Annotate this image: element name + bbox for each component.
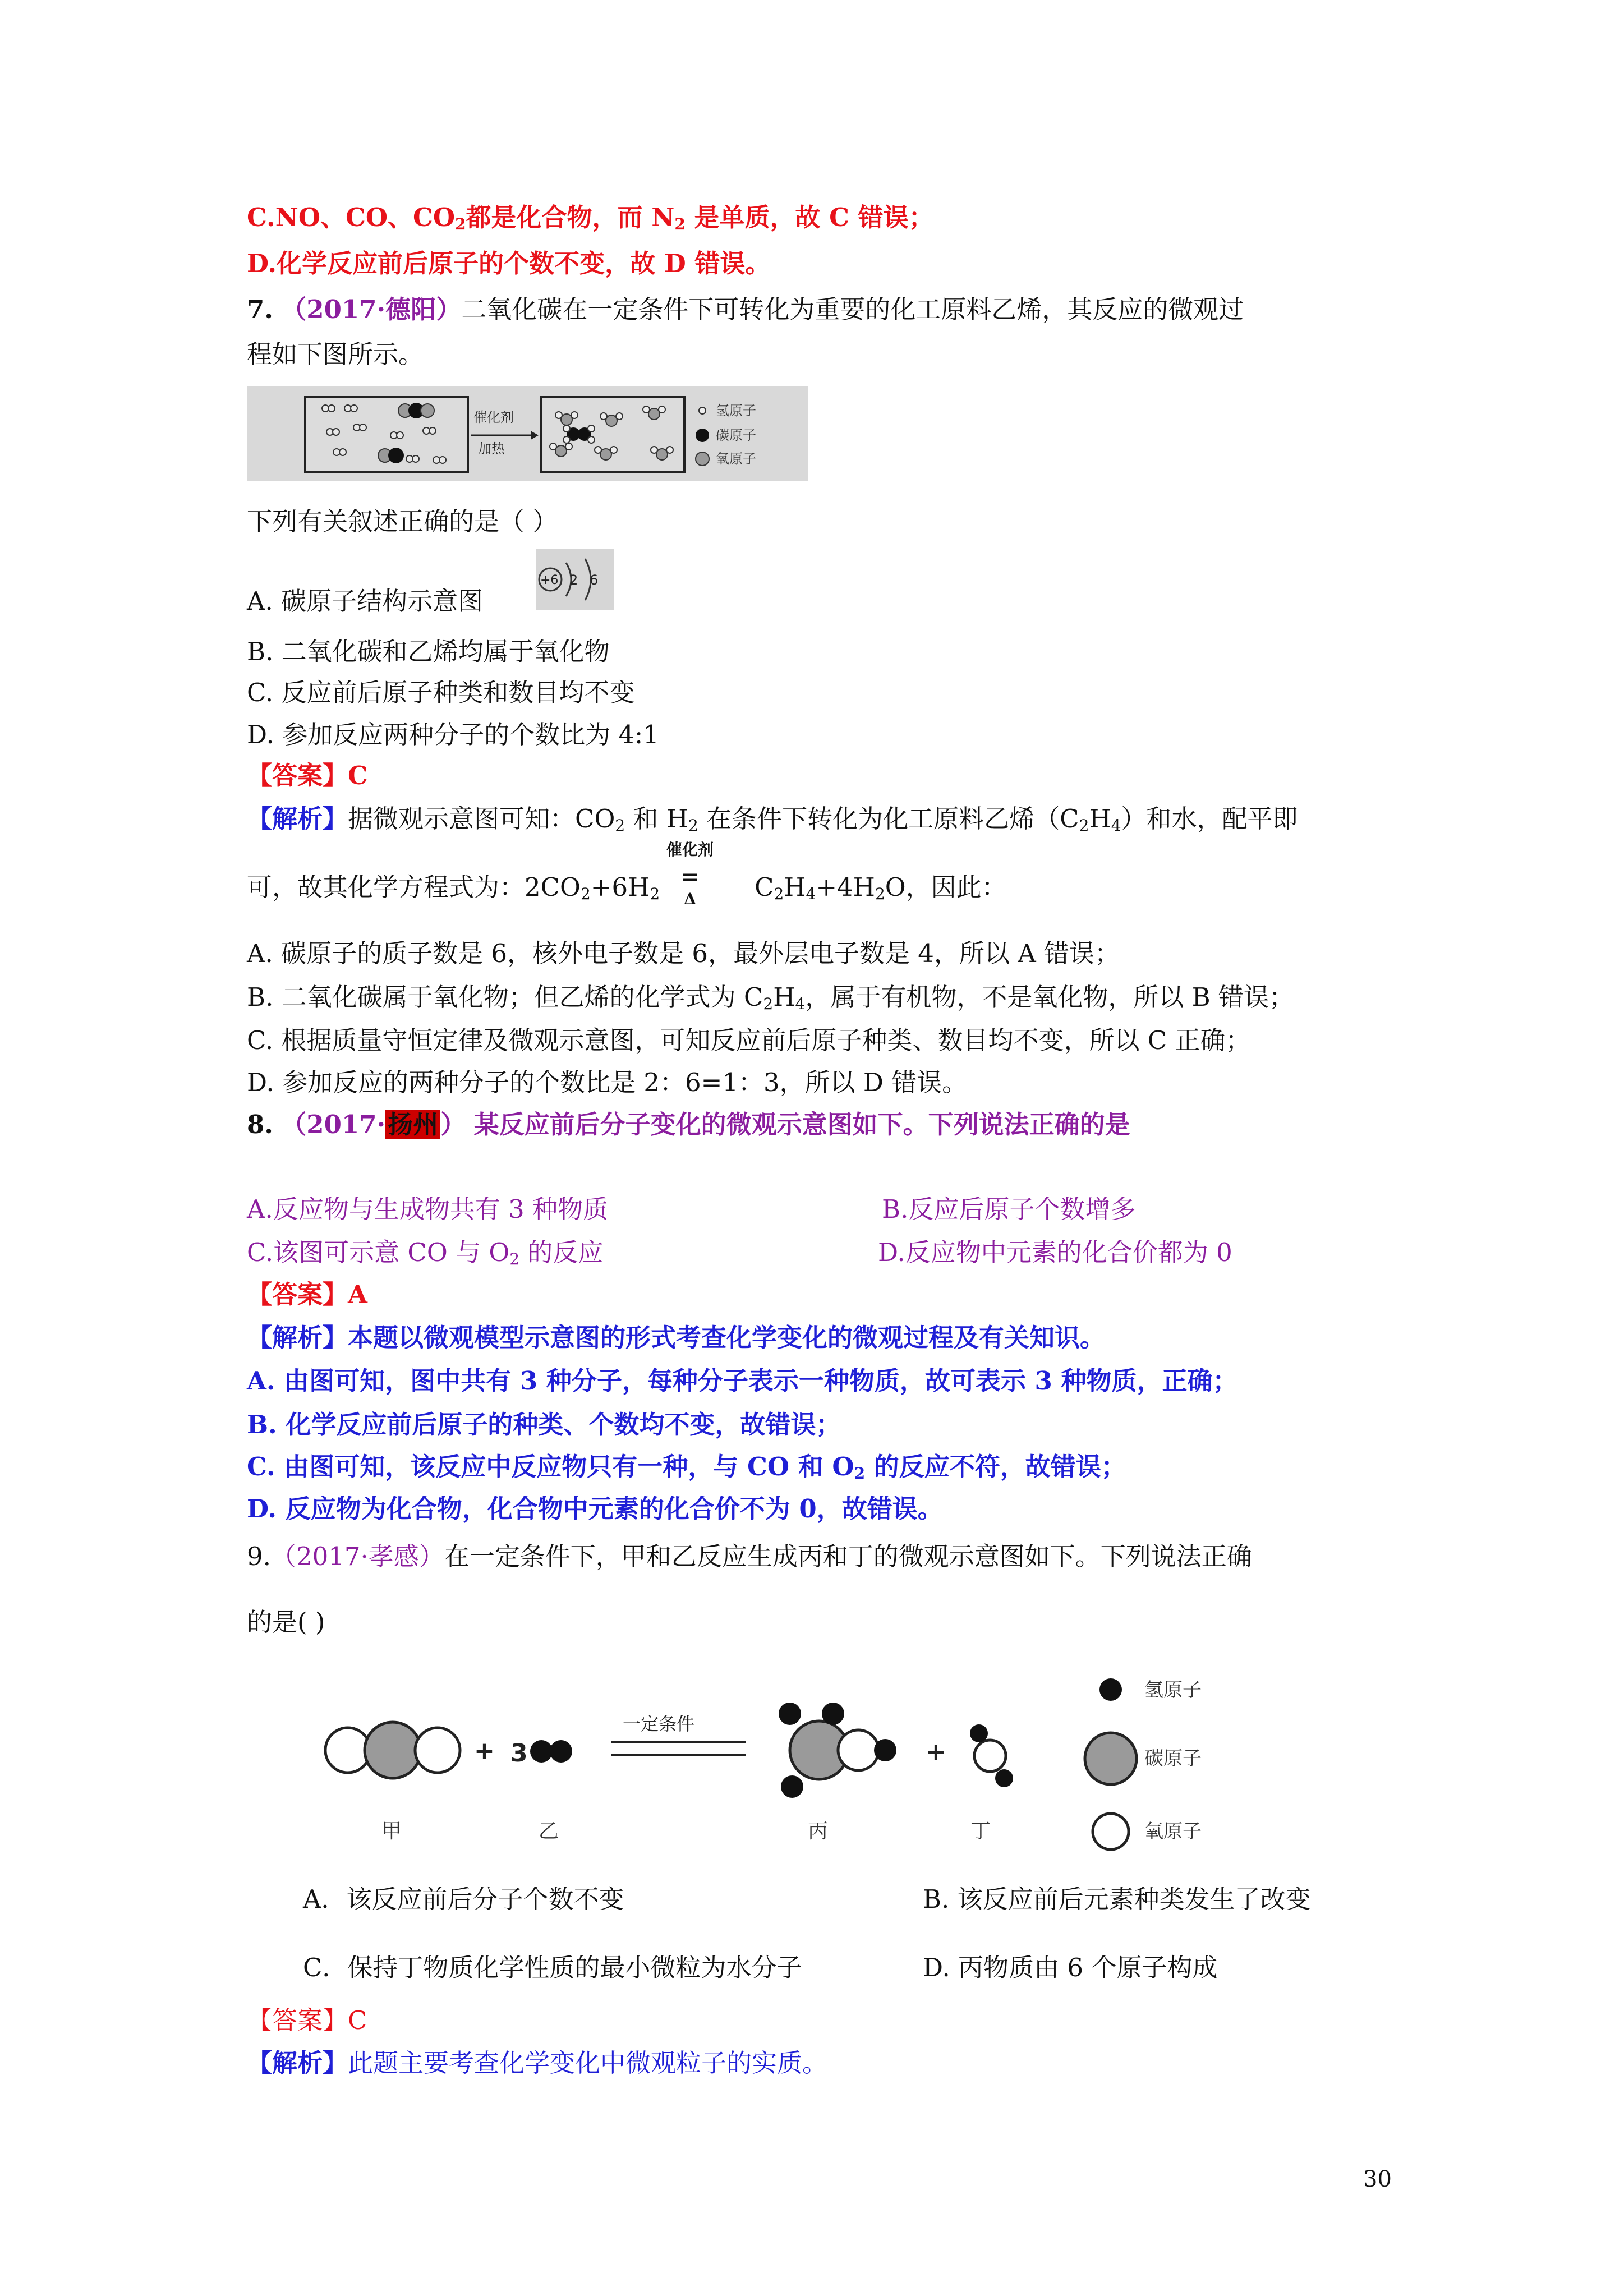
q8-option-d: D.反应物中元素的化合价都为 0	[878, 1237, 1232, 1267]
svg-text:+: +	[474, 1737, 495, 1765]
q7-answer: 【答案】C	[247, 761, 368, 790]
q7-reaction-diagram	[247, 386, 808, 481]
svg-text:氢原子: 氢原子	[1144, 1679, 1202, 1701]
q7-equation: 可，故其化学方程式为：$2CO_2+6H_2$	[247, 872, 660, 903]
q9-stem-line2: 的是( )	[247, 1607, 325, 1637]
q9-analysis: 【解析】此题主要考查化学变化中微观粒子的实质。	[247, 2048, 828, 2078]
q9-option-b: B. 该反应前后元素种类发生了改变	[923, 1884, 1311, 1914]
equation-condition: 催化剂 = Δ	[666, 840, 714, 908]
q9-reaction-diagram	[303, 1672, 1313, 1857]
prev-option-c: C.NO、CO、$CO_2$都是化合物，而 $N_2$ 是单质，故 C 错误；	[247, 203, 934, 233]
svg-text:乙: 乙	[539, 1820, 559, 1843]
prev-option-d: D.化学反应前后原子的个数不变，故 D 错误。	[247, 249, 771, 278]
page-number: 30	[1363, 2166, 1392, 2192]
svg-text:催化剂: 催化剂	[473, 409, 514, 425]
svg-text:氢原子: 氢原子	[716, 403, 756, 418]
q9-option-c: C．保持丁物质化学性质的最小微粒为水分子	[303, 1953, 802, 1982]
svg-text:甲: 甲	[381, 1820, 402, 1843]
q8-point-a: A. 由图可知，图中共有 3 种分子，每种分子表示一种物质，故可表示 3 种物质，正确；	[247, 1366, 1238, 1396]
svg-text:一定条件: 一定条件	[623, 1713, 695, 1734]
q9-stem-line1: 9.（2017·孝感）在一定条件下，甲和乙反应生成丙和丁的微观示意图如下。下列说法正确	[247, 1542, 1252, 1571]
q7-stem-line2: 程如下图所示。	[247, 339, 424, 369]
q7-analysis-line1: 【解析】据微观示意图可知：$CO_2$ 和 $H_2$ 在条件下转化为化工原料乙烯$(C_2H_4)$和水，配平即	[247, 804, 1298, 835]
q8-point-c: C. 由图可知，该反应中反应物只有一种，与 CO 和 $O_2$ 的反应不符，故错误；	[247, 1452, 1126, 1483]
q9-option-a: A．该反应前后分子个数不变	[303, 1884, 624, 1914]
highlighted-city: 扬州	[385, 1110, 440, 1139]
q7-option-d: D. 参加反应两种分子的个数比为 4:1	[247, 720, 659, 749]
q7-option-c: C. 反应前后原子种类和数目均不变	[247, 678, 635, 707]
svg-text:加热: 加热	[478, 441, 505, 457]
svg-text:+6: +6	[540, 573, 559, 587]
q8-answer: 【答案】A	[247, 1280, 367, 1309]
svg-text:丁: 丁	[970, 1820, 991, 1843]
q8-option-c: C.该图可示意 CO 与 $O_2$ 的反应	[247, 1237, 604, 1268]
svg-text:碳原子: 碳原子	[1144, 1747, 1202, 1770]
q8-analysis: 【解析】本题以微观模型示意图的形式考查化学变化的微观过程及有关知识。	[247, 1323, 1106, 1352]
q8-option-b: B.反应后原子个数增多	[882, 1194, 1136, 1224]
q7-stem-line1: 7. （2017·德阳）二氧化碳在一定条件下可转化为重要的化工原料乙烯，其反应的微观过	[247, 295, 1244, 324]
q7-option-b: B. 二氧化碳和乙烯均属于氧化物	[247, 637, 610, 666]
svg-text:碳原子: 碳原子	[716, 427, 756, 443]
svg-text:6: 6	[590, 572, 599, 588]
q7-point-c: C. 根据质量守恒定律及微观示意图，可知反应前后原子种类、数目均不变，所以 C 正确；	[247, 1025, 1251, 1055]
q7-prompt: 下列有关叙述正确的是（ ）	[247, 507, 558, 536]
q9-option-d: D. 丙物质由 6 个原子构成	[923, 1953, 1218, 1982]
q7-point-a: A. 碳原子的质子数是 6，核外电子数是 6，最外层电子数是 4，所以 A 错误；	[247, 938, 1120, 968]
carbon-atom-structure-diagram	[536, 549, 614, 610]
svg-text:2: 2	[569, 572, 578, 588]
q9-answer: 【答案】C	[247, 2005, 367, 2035]
q7-option-a: A. 碳原子结构示意图	[247, 586, 484, 616]
svg-text:氧原子: 氧原子	[1144, 1820, 1202, 1843]
q7-point-d: D. 参加反应的两种分子的个数比是 2：6=1：3，所以 D 错误。	[247, 1068, 968, 1097]
q8-option-a: A.反应物与生成物共有 3 种物质	[247, 1194, 609, 1224]
q7-point-b: B. 二氧化碳属于氧化物；但乙烯的化学式为 $C_2H_4$，属于有机物，不是氧化物，所以 B 错误；	[247, 982, 1295, 1013]
q7-equation-products: $C_2H_4+4H_2O$，因此：	[755, 872, 1007, 903]
q8-point-d: D. 反应物为化合物，化合物中元素的化合价不为 0，故错误。	[247, 1494, 943, 1524]
svg-text:+: +	[926, 1738, 946, 1766]
q8-point-b: B. 化学反应前后原子的种类、个数均不变，故错误；	[247, 1410, 841, 1439]
svg-text:氧原子: 氧原子	[716, 451, 756, 467]
svg-text:丙: 丙	[808, 1820, 829, 1843]
svg-text:3: 3	[510, 1739, 528, 1768]
q8-stem: 8. （2017·扬州） 某反应前后分子变化的微观示意图如下。下列说法正确的是	[247, 1110, 1130, 1139]
